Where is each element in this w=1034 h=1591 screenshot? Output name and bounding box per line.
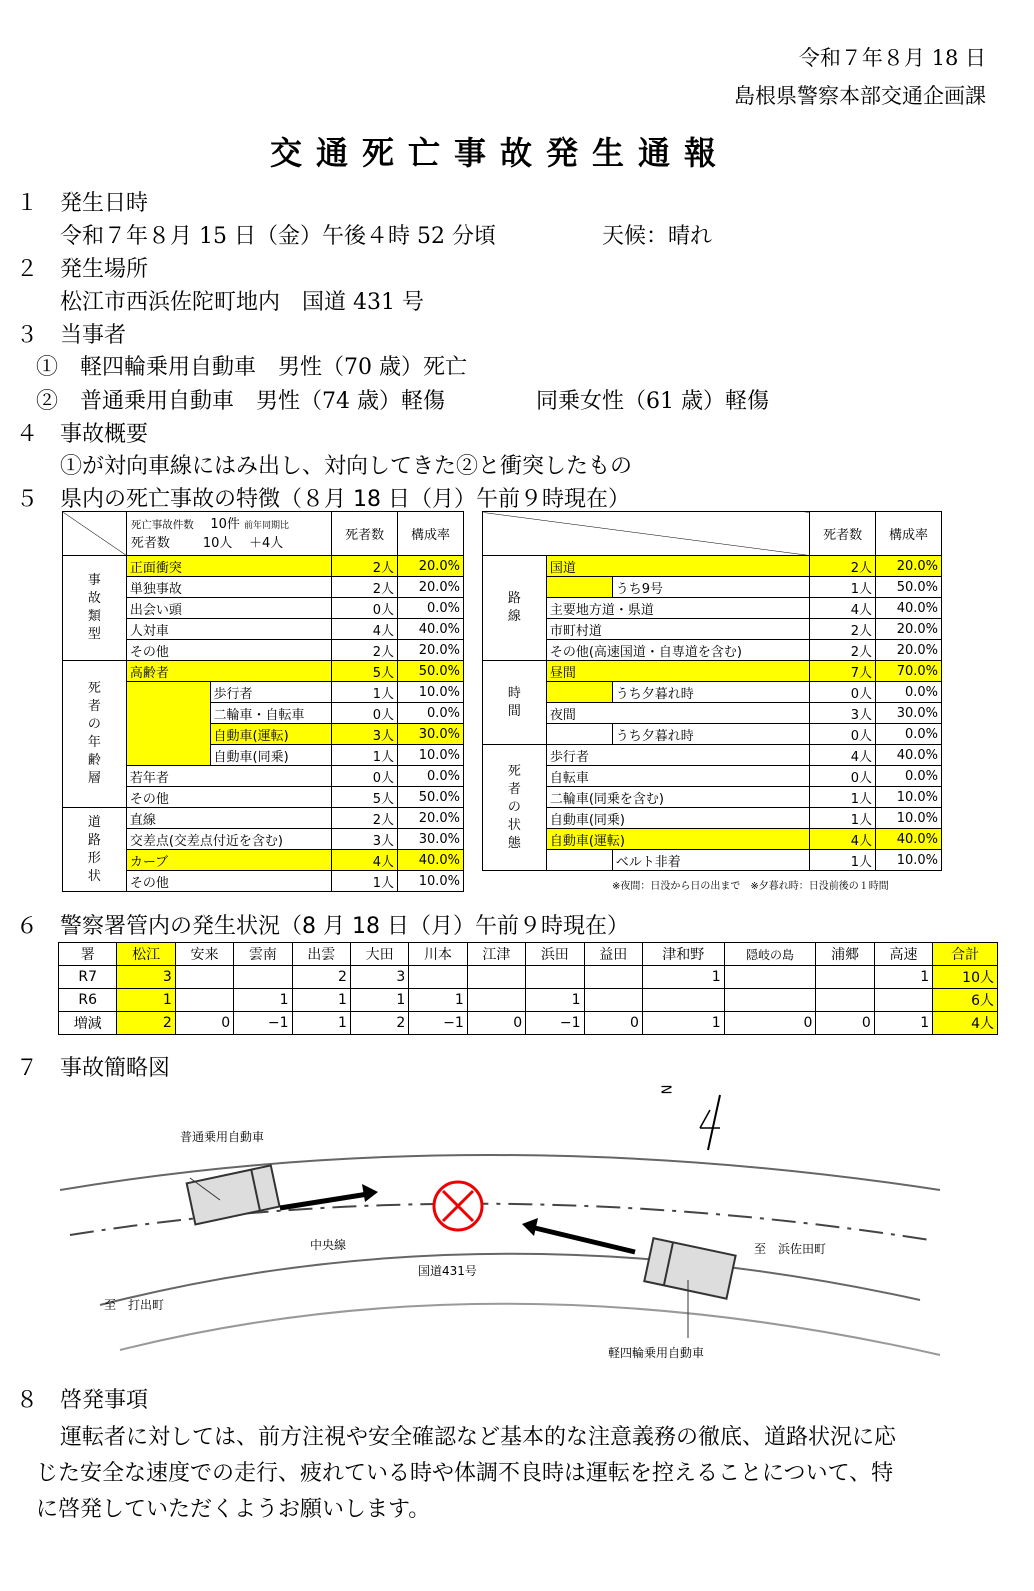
ratio-value: 0.0% [398,703,464,724]
ratio-value: 20.0% [876,619,942,640]
station-header-cell: 安来 [175,943,233,966]
table-row-label: 夜間 [546,703,809,724]
group-time: 時 間 [483,661,547,745]
road-edge-south [100,1254,920,1305]
deaths-value: 1人 [810,850,876,871]
arrow-head-1 [522,1218,538,1236]
group-victim-state: 死 者 の 状 態 [483,745,547,871]
north-label: N [657,1084,673,1095]
accident-diagram [60,1080,960,1380]
table-row-label: 歩行者 [546,745,809,766]
deaths-value: 0人 [810,682,876,703]
table-row [59,989,998,1012]
table-row-label: ベルト非着 [612,850,809,871]
table-row-label: 若年者 [126,766,331,787]
ratio-value: 10.0% [398,682,464,703]
ratio-value: 20.0% [398,640,464,661]
station-value [467,966,525,989]
left-stats-table [62,511,464,892]
station-value: 0 [724,1012,816,1035]
group-road-shape: 道 路 形 状 [63,808,127,892]
station-value: 3 [117,966,175,989]
ratio-value: 50.0% [876,577,942,598]
table-row-label: その他 [126,787,331,808]
table-row-label: 自動車(同乗) [210,745,332,766]
party-2-passenger: 同乗女性（61 歳）軽傷 [536,389,769,414]
station-value: 1 [350,989,408,1012]
accident-summary: ①が対向車線にはみ出し、対向してきた②と衝突したもの [60,454,633,479]
ratio-value: 40.0% [398,619,464,640]
table-row-label: 交差点(交差点付近を含む) [126,829,331,850]
route-label: 国道431号 [418,1264,477,1278]
station-value [724,966,816,989]
station-value: 1 [874,966,932,989]
deaths-value: 4人 [810,745,876,766]
table-row-label: 単独事故 [126,577,331,598]
occurrence-datetime: 令和７年８月 15 日（金）午後４時 52 分頃 [60,224,496,249]
station-value [584,989,642,1012]
ratio-value: 10.0% [876,808,942,829]
station-header-cell: 出雲 [292,943,350,966]
ratio-value: 30.0% [876,703,942,724]
table-footnote: ※夜間：日没から日の出まで ※夕暮れ時：日没前後の１時間 [612,881,889,892]
station-value: 2 [117,1012,175,1035]
table-row-label: 国道 [546,556,809,577]
right-stats-table [482,511,942,871]
vehicle-2 [187,1165,280,1224]
national-indent [546,577,612,598]
vehicle-2-label: 普通乗用自動車 [180,1130,265,1144]
party-2: ② 普通乗用自動車 男性（74 歳）軽傷 [36,389,445,414]
deaths-value: 3人 [810,703,876,724]
table-row [59,1012,998,1035]
table-row-label: 人対車 [126,619,331,640]
driver-indent [546,850,612,871]
ratio-value: 70.0% [876,661,942,682]
section-4-heading: ４ 事故概要 [16,422,149,447]
ratio-value: 10.0% [398,871,464,892]
station-value: 2 [350,1012,408,1035]
station-header-cell: 川本 [409,943,467,966]
station-value: −1 [234,1012,292,1035]
station-header-cell: 合計 [933,943,998,966]
ratio-value: 10.0% [398,745,464,766]
row-label: 増減 [59,1012,117,1035]
station-value: 1 [292,1012,350,1035]
deaths-value: 3人 [332,724,398,745]
section-5-heading: ５ 県内の死亡事故の特徴（８月 18 日（月）午前９時現在） [16,487,630,512]
deaths-value: 1人 [332,871,398,892]
section-7-heading: ７ 事故簡略図 [16,1056,171,1081]
station-value: −1 [409,1012,467,1035]
station-value [175,966,233,989]
deaths-value: 0人 [810,724,876,745]
deaths-value: 0人 [332,703,398,724]
station-header-cell: 高速 [874,943,932,966]
group-accident-type: 事 故 類 型 [63,556,127,661]
ratio-value: 30.0% [398,724,464,745]
table-row-label: 歩行者 [210,682,332,703]
station-value [409,966,467,989]
north-arrow-icon [700,1095,720,1150]
col-ratio-header: 構成率 [398,512,464,556]
ratio-value: 20.0% [398,577,464,598]
table-row-label: 直線 [126,808,331,829]
station-value: 0 [467,1012,525,1035]
station-value [874,989,932,1012]
ratio-value: 20.0% [876,556,942,577]
deaths-value: 0人 [332,766,398,787]
station-value: 1 [234,989,292,1012]
station-value: 1 [642,1012,724,1035]
table-row-label: 昼間 [546,661,809,682]
table-row-label: 自動車(運転) [546,829,809,850]
table-row-label: その他 [126,871,331,892]
deaths-value: 4人 [332,850,398,871]
report-date: 令和７年８月 18 日 [798,46,986,70]
daytime-indent [546,682,612,703]
diagonal-header-cell [483,512,810,556]
col-deaths-header: 死者数 [810,512,876,556]
deaths-value: 5人 [332,661,398,682]
deaths-value: 4人 [810,829,876,850]
station-header-cell: 署 [59,943,117,966]
group-route: 路 線 [483,556,547,661]
table-row [59,966,998,989]
station-value [642,989,724,1012]
station-value: 1 [292,989,350,1012]
advisory-line-1: 運転者に対しては、前方注視や安全確認など基本的な注意義務の徹底、道路状況に応 [60,1425,897,1450]
party-1: ① 軽四輪乗用自動車 男性（70 歳）死亡 [36,355,467,380]
table-row-label: 自動車(運転) [210,724,332,745]
deaths-value: 1人 [332,682,398,703]
ratio-value: 30.0% [398,829,464,850]
station-value: 1 [642,966,724,989]
weather: 天候：晴れ [602,224,713,249]
ratio-value: 0.0% [398,766,464,787]
summary-header: 死亡事故件数 10件 前年同期比 死者数 10人 ＋4人 [126,512,331,556]
deaths-value: 4人 [810,598,876,619]
deaths-value: 0人 [810,766,876,787]
ratio-value: 50.0% [398,787,464,808]
deaths-value: 3人 [332,829,398,850]
table-row-label: 高齢者 [126,661,331,682]
center-line-label: 中央線 [310,1238,347,1252]
diagonal-header-cell [63,512,127,556]
station-value: 1 [874,1012,932,1035]
station-value [234,966,292,989]
advisory-line-3: に啓発していただくようお願いします。 [36,1497,431,1522]
table-row-label: 二輪車・自転車 [210,703,332,724]
table-row-label: 二輪車(同乗を含む) [546,787,809,808]
station-value: 1 [526,989,584,1012]
station-value: 0 [584,1012,642,1035]
ratio-value: 0.0% [876,682,942,703]
table-row-label: 自動車(同乗) [546,808,809,829]
station-value [526,966,584,989]
ratio-value: 50.0% [398,661,464,682]
direction-east-label: 至 浜佐田町 [754,1242,827,1256]
station-value [584,966,642,989]
table-row-label: カーブ [126,850,331,871]
deaths-value: 2人 [332,577,398,598]
station-value [816,989,874,1012]
deaths-value: 4人 [332,619,398,640]
station-value: 6人 [933,989,998,1012]
ratio-value: 10.0% [876,850,942,871]
ratio-value: 20.0% [876,640,942,661]
deaths-value: 2人 [810,640,876,661]
station-header-cell: 江津 [467,943,525,966]
station-header-cell: 浦郷 [816,943,874,966]
row-label: R7 [59,966,117,989]
sidewalk-edge [120,1304,940,1355]
vehicle-1-label: 軽四輪乗用自動車 [608,1346,705,1360]
col-deaths-header: 死者数 [332,512,398,556]
ratio-value: 0.0% [876,724,942,745]
ratio-value: 0.0% [876,766,942,787]
station-header-cell: 津和野 [642,943,724,966]
deaths-value: 0人 [332,598,398,619]
station-value: 3 [350,966,408,989]
table-row-label: 正面衝突 [126,556,331,577]
section-8-heading: ８ 啓発事項 [16,1388,149,1413]
deaths-value: 2人 [332,808,398,829]
ratio-value: 40.0% [876,598,942,619]
deaths-value: 5人 [332,787,398,808]
station-header-cell: 隠岐の島 [724,943,816,966]
station-value: 0 [175,1012,233,1035]
station-header-cell: 浜田 [526,943,584,966]
deaths-value: 1人 [810,577,876,598]
station-header-cell: 雲南 [234,943,292,966]
table-row-label: 市町村道 [546,619,809,640]
station-value: 1 [409,989,467,1012]
station-header-cell: 松江 [117,943,175,966]
table-row-label: その他(高速国道・自専道を含む) [546,640,809,661]
department: 島根県警察本部交通企画課 [734,84,986,108]
section-6-heading: ６ 警察署管内の発生状況（8 月 18 日（月）午前９時現在） [16,914,629,939]
ratio-value: 40.0% [876,745,942,766]
deaths-value: 2人 [332,640,398,661]
ratio-value: 10.0% [876,787,942,808]
ratio-value: 0.0% [398,598,464,619]
direction-west-label: 至 打出町 [104,1298,165,1312]
ratio-value: 40.0% [398,850,464,871]
advisory-line-2: じた安全な速度での走行、疲れている時や体調不良時は運転を控えることについて、特 [36,1461,894,1486]
table-row-label: 主要地方道・県道 [546,598,809,619]
deaths-value: 7人 [810,661,876,682]
station-value [816,966,874,989]
section-3-heading: ３ 当事者 [16,323,127,348]
station-table [58,942,998,1035]
station-value: 10人 [933,966,998,989]
station-value [467,989,525,1012]
section-1-heading: １ 発生日時 [16,191,149,216]
table-row-label: うち夕暮れ時 [612,682,809,703]
station-value [175,989,233,1012]
deaths-value: 1人 [810,787,876,808]
station-value: 1 [117,989,175,1012]
section-2-heading: ２ 発生場所 [16,257,149,282]
deaths-value: 2人 [810,556,876,577]
deaths-value: 2人 [810,619,876,640]
table-row-label: その他 [126,640,331,661]
table-row-label: 出会い頭 [126,598,331,619]
ratio-value: 40.0% [876,829,942,850]
station-value: 0 [816,1012,874,1035]
arrow-head-2 [362,1184,378,1202]
vehicle-1 [644,1238,735,1299]
ratio-value: 20.0% [398,808,464,829]
station-header-cell: 益田 [584,943,642,966]
group-age: 死 者 の 年 齢 層 [63,661,127,808]
ratio-value: 20.0% [398,556,464,577]
occurrence-place: 松江市西浜佐陀町地内 国道 431 号 [60,290,424,315]
station-value [724,989,816,1012]
col-ratio-header: 構成率 [876,512,942,556]
deaths-value: 1人 [332,745,398,766]
arrow-shaft-1 [535,1228,635,1252]
elderly-indent [126,682,210,766]
table-row-label: うち夕暮れ時 [612,724,809,745]
row-label: R6 [59,989,117,1012]
deaths-value: 2人 [332,556,398,577]
table-row-label: うち9号 [612,577,809,598]
page-title: 交通死亡事故発生通報 [269,134,730,172]
station-header-cell: 大田 [350,943,408,966]
table-row-label: 自転車 [546,766,809,787]
station-value: −1 [526,1012,584,1035]
station-value: 4人 [933,1012,998,1035]
station-value: 2 [292,966,350,989]
deaths-value: 1人 [810,808,876,829]
night-indent [546,724,612,745]
